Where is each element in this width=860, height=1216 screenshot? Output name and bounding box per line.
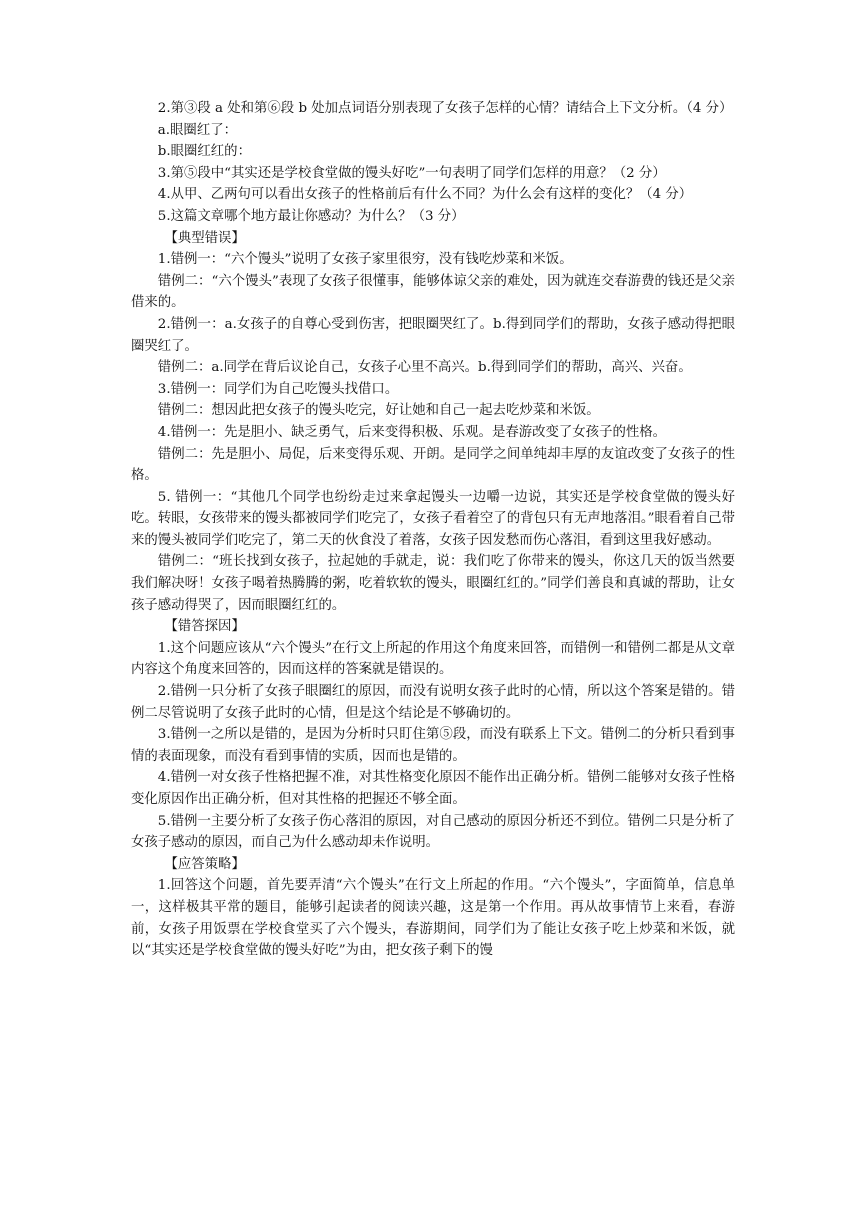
error-analysis-item: 4.错例一对女孩子性格把握不准，对其性格变化原因不能作出正确分析。错例二能够对女孩子性格变化原因作出正确分析，但对其性格的把握还不够全面。 (131, 770, 735, 807)
question-4: 4.从甲、乙两句可以看出女孩子的性格前后有什么不同？为什么会有这样的变化？（4 分） (157, 187, 693, 203)
strategy-heading: 【应答策略】 (164, 856, 245, 872)
typical-error-item: 错例二：a.同学在背后议论自己，女孩子心里不高兴。b.得到同学们的帮助，高兴、兴奋。 (157, 360, 692, 376)
question-2-a: a.眼圈红了： (157, 122, 237, 138)
typical-error-item: 5. 错例一：“其他几个同学也纷纷走过来拿起馒头一边嚼一边说，其实还是学校食堂做的馒头好吃。转眼，女孩带来的馒头都被同学们吃完了，女孩子看着空了的背包只有无声地落泪。”眼看着自己带来的馒头被同学们吃完了，第二天的伙食没了着落，女孩子因发愁而伤心落泪，看到这里我好感动。 (131, 489, 735, 548)
error-analysis-item: 1.这个问题应该从“六个馒头”在行文上所起的作用这个角度来回答，而错例一和错例二都是从文章内容这个角度来回答的，因而这样的答案就是错误的。 (131, 640, 735, 678)
question-3: 3.第⑤段中“其实还是学校食堂做的馒头好吃”一句表明了同学们怎样的用意？（2 分） (157, 165, 666, 181)
error-analysis-item: 2.错例一只分析了女孩子眼圈红的原因，而没有说明女孩子此时的心情，所以这个答案是错的。错例二尽管说明了女孩子此时的心情，但是这个结论是不够确切的。 (131, 684, 735, 721)
typical-error-item: 错例二：想因此把女孩子的馒头吃完，好让她和自己一起去吃炒菜和米饭。 (157, 403, 600, 419)
question-5: 5.这篇文章哪个地方最让你感动？为什么？（3 分） (157, 208, 465, 224)
typical-error-item: 4.错例一：先是胆小、缺乏勇气，后来变得积极、乐观。是春游改变了女孩子的性格。 (157, 424, 667, 440)
typical-error-item: 错例二：“班长找到女孩子，拉起她的手就走，说：我们吃了你带来的馒头，你这几天的饭当然要我们解决呀！女孩子喝着热腾腾的粥，吃着软软的馒头，眼圈红红的。”同学们善良和真诚的帮助，让女孩子感动得哭了，因而眼圈红红的。 (131, 554, 735, 613)
strategy-item: 1.回答这个问题，首先要弄清“六个馒头”在行文上所起的作用。“六个馒头”，字面简单，信息单一，这样极其平常的题目，能够引起读者的阅读兴趣，这是第一个作用。再从故事情节上来看，春游前，女孩子用饭票在学校食堂买了六个馒头，春游期间，同学们为了能让女孩子吃上炒菜和米饭，就以“其实还是学校食堂做的馒头好吃”为由，把女孩子剩下的馒 (131, 878, 735, 959)
error-analysis-heading: 【错答探因】 (164, 619, 245, 635)
typical-error-item: 3.错例一：同学们为自己吃馒头找借口。 (157, 381, 399, 397)
typical-error-item: 1.错例一：“六个馒头”说明了女孩子家里很穷，没有钱吃炒菜和米饭。 (157, 252, 573, 268)
error-analysis-item: 5.错例一主要分析了女孩子伤心落泪的原因，对自己感动的原因分析还不到位。错例二只是分析了女孩子感动的原因，而自己为什么感动却未作说明。 (131, 813, 735, 851)
error-analysis-item: 3.错例一之所以是错的，是因为分析时只盯住第⑤段，而没有联系上下文。错例二的分析只看到事情的表面现象，而没有看到事情的实质，因而也是错的。 (131, 727, 735, 764)
typical-error-item: 错例二：先是胆小、局促，后来变得乐观、开朗。是同学之间单纯却丰厚的友谊改变了女孩子的性格。 (131, 446, 735, 484)
question-2-b: b.眼圈红红的： (157, 144, 251, 160)
typical-error-item: 2.错例一：a.女孩子的自尊心受到伤害，把眼圈哭红了。b.得到同学们的帮助，女孩子感动得把眼圈哭红了。 (131, 316, 735, 354)
typical-errors-heading: 【典型错误】 (164, 230, 245, 246)
document-page (131, 98, 735, 962)
typical-error-item: 错例二：“六个馒头”表现了女孩子很懂事，能够体谅父亲的难处，因为就连交春游费的钱还是父亲借来的。 (131, 273, 735, 311)
question-2: 2.第③段 a 处和第⑥段 b 处加点词语分别表现了女孩子怎样的心情？请结合上下文分析。（4 分） (157, 101, 733, 116)
